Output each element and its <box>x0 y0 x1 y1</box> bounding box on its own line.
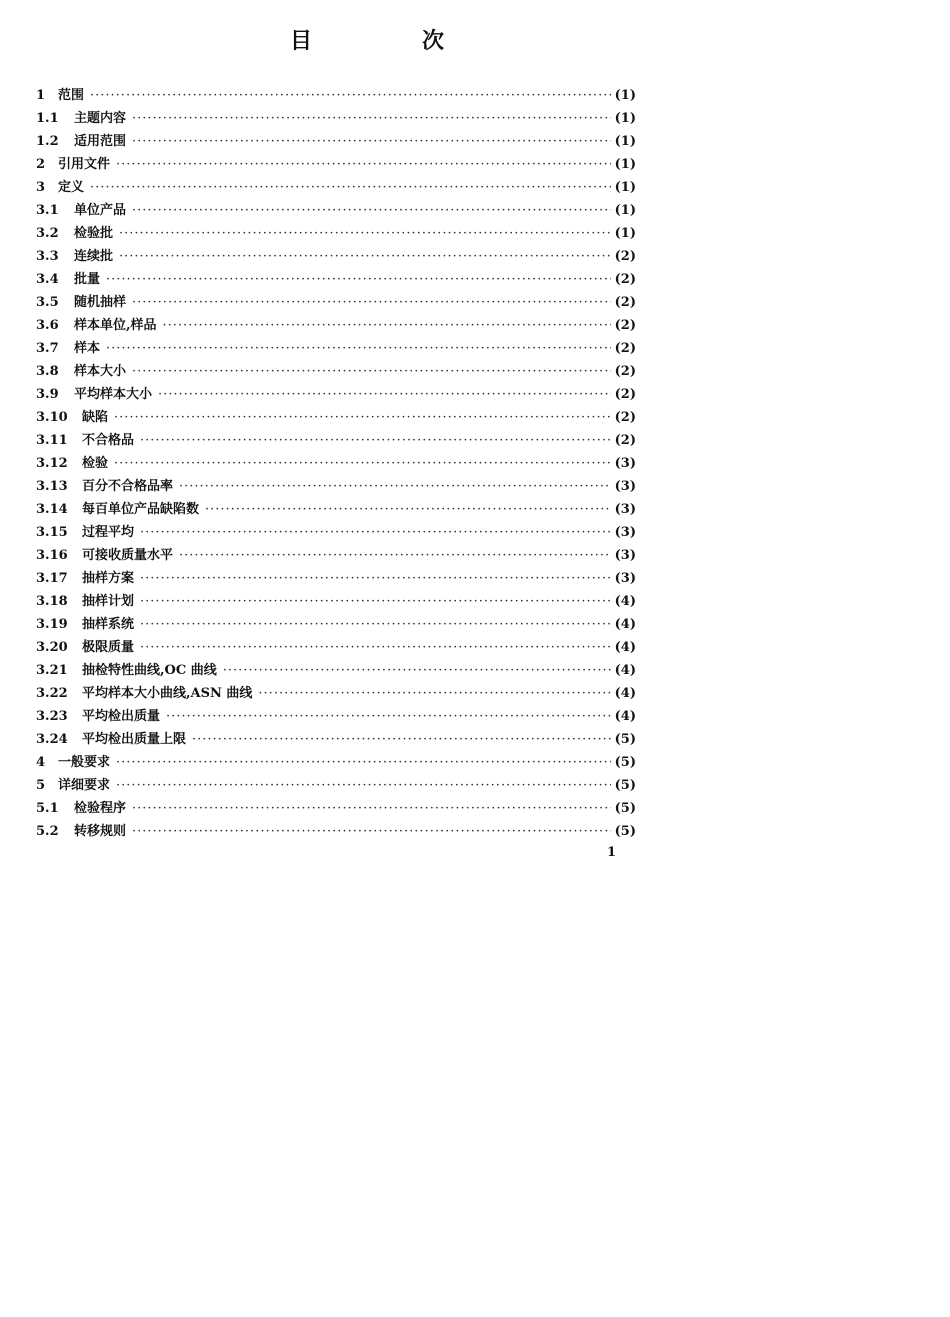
toc-entry-number: 5.2 <box>36 824 59 839</box>
toc-entry-page: (2) <box>614 410 636 425</box>
toc-leader-dots <box>132 360 611 383</box>
toc-entry-number: 3.13 <box>36 479 68 494</box>
toc-entry-number: 3.15 <box>36 525 68 540</box>
page-title: 目 次 <box>290 29 489 54</box>
toc-leader-dots <box>90 176 611 199</box>
toc-leader-dots <box>90 84 611 107</box>
toc-entry[interactable] <box>36 705 636 728</box>
toc-entry-number: 3.11 <box>36 433 68 448</box>
toc-entry-number: 3.10 <box>36 410 68 425</box>
toc-entry-number: 1.2 <box>36 134 59 149</box>
toc-leader-dots <box>158 383 611 406</box>
toc-entry-number: 3.23 <box>36 709 68 724</box>
toc-leader-dots <box>106 268 611 291</box>
toc-leader-dots <box>132 199 611 222</box>
toc-entry-page: (3) <box>614 571 636 586</box>
toc-entry-number: 3.14 <box>36 502 68 517</box>
toc-entry-number: 3.1 <box>36 203 59 218</box>
toc-leader-dots <box>223 659 611 682</box>
page-number: 1 <box>607 845 617 860</box>
toc-entry-label: 样本大小 <box>74 364 127 379</box>
toc-leader-dots <box>116 153 611 176</box>
toc-entry[interactable] <box>36 797 636 820</box>
toc-entry-page: (1) <box>614 157 636 172</box>
toc-entry-label: 过程平均 <box>82 525 135 540</box>
toc-entry-label: 抽样系统 <box>82 617 135 632</box>
toc-leader-dots <box>140 567 611 590</box>
toc-entry-page: (2) <box>614 387 636 402</box>
toc-leader-dots <box>140 521 611 544</box>
toc-leader-dots <box>119 222 611 245</box>
toc-entry-label: 随机抽样 <box>74 295 127 310</box>
toc-leader-dots <box>132 797 611 820</box>
toc-entry[interactable] <box>36 337 636 360</box>
toc-entry-label: 检验批 <box>74 226 114 241</box>
toc-entry-page: (4) <box>614 617 636 632</box>
toc-entry[interactable] <box>36 383 636 406</box>
toc-entry-page: (4) <box>614 663 636 678</box>
toc-entry-number: 2 <box>36 157 46 172</box>
toc-entry-page: (5) <box>614 755 636 770</box>
toc-entry[interactable] <box>36 360 636 383</box>
toc-leader-dots <box>205 498 611 521</box>
toc-entry-number: 3.2 <box>36 226 59 241</box>
toc-entry-label: 平均检出质量 <box>82 709 161 724</box>
toc-entry-page: (1) <box>614 88 636 103</box>
toc-entry-number: 3.20 <box>36 640 68 655</box>
toc-leader-dots <box>140 590 611 613</box>
toc-entry-page: (3) <box>614 502 636 517</box>
toc-entry-page: (4) <box>614 594 636 609</box>
toc-leader-dots <box>163 314 611 337</box>
toc-entry-number: 3.16 <box>36 548 68 563</box>
toc-entry-number: 3.8 <box>36 364 59 379</box>
toc-entry[interactable] <box>36 475 636 498</box>
toc-entry-number: 4 <box>36 755 46 770</box>
toc-entry-page: (4) <box>614 686 636 701</box>
toc-leader-dots <box>140 429 611 452</box>
toc-entry-label: 抽样计划 <box>82 594 135 609</box>
toc-entry-page: (2) <box>614 295 636 310</box>
toc-entry-page: (1) <box>614 111 636 126</box>
toc-entry[interactable] <box>36 590 636 613</box>
toc-leader-dots <box>116 774 611 797</box>
toc-entry[interactable] <box>36 314 636 337</box>
toc-entry[interactable] <box>36 245 636 268</box>
toc-entry[interactable] <box>36 107 636 130</box>
toc-entry-label: 检验程序 <box>74 801 127 816</box>
toc-entry-page: (3) <box>614 525 636 540</box>
toc-entry-page: (3) <box>614 456 636 471</box>
toc-entry-label: 范围 <box>58 88 85 103</box>
toc-entry-page: (4) <box>614 640 636 655</box>
toc-entry-number: 3.21 <box>36 663 68 678</box>
toc-entry-label: 一般要求 <box>58 755 111 770</box>
toc-entry-label: 定义 <box>58 180 85 195</box>
toc-leader-dots <box>258 682 610 705</box>
toc-entry[interactable] <box>36 452 636 475</box>
toc-entry-page: (2) <box>614 249 636 264</box>
toc-entry-label: 每百单位产品缺陷数 <box>82 502 200 517</box>
toc-leader-dots <box>116 751 611 774</box>
toc-entry[interactable] <box>36 774 636 797</box>
toc-leader-dots <box>140 613 611 636</box>
toc-entry-label: 单位产品 <box>74 203 127 218</box>
toc-entry-page: (2) <box>614 272 636 287</box>
toc-leader-dots <box>132 820 611 843</box>
toc-entry-page: (1) <box>614 180 636 195</box>
toc-entry[interactable] <box>36 613 636 636</box>
toc-entry-number: 3.18 <box>36 594 68 609</box>
toc-entry-page: (3) <box>614 548 636 563</box>
toc-leader-dots <box>106 337 611 360</box>
toc-leader-dots <box>119 245 611 268</box>
toc-entry[interactable] <box>36 222 636 245</box>
table-of-contents <box>36 84 636 843</box>
toc-entry[interactable] <box>36 429 636 452</box>
toc-entry-number: 3.17 <box>36 571 68 586</box>
toc-entry-page: (2) <box>614 341 636 356</box>
toc-entry[interactable] <box>36 153 636 176</box>
toc-entry-label: 样本 <box>74 341 101 356</box>
toc-entry[interactable] <box>36 268 636 291</box>
toc-entry-page: (1) <box>614 226 636 241</box>
toc-leader-dots <box>132 107 611 130</box>
toc-entry-number: 3.3 <box>36 249 59 264</box>
toc-entry-page: (2) <box>614 318 636 333</box>
toc-entry-number: 3.19 <box>36 617 68 632</box>
toc-entry-label: 极限质量 <box>82 640 135 655</box>
toc-entry-page: (5) <box>614 778 636 793</box>
toc-entry[interactable] <box>36 521 636 544</box>
toc-entry-label: 平均样本大小曲线,ASN 曲线 <box>82 686 253 701</box>
toc-entry-number: 3.22 <box>36 686 68 701</box>
toc-entry-number: 3.4 <box>36 272 59 287</box>
toc-leader-dots <box>114 452 611 475</box>
toc-entry-number: 3.5 <box>36 295 59 310</box>
toc-entry-label: 适用范围 <box>74 134 127 149</box>
toc-entry-label: 平均样本大小 <box>74 387 153 402</box>
toc-entry[interactable] <box>36 130 636 153</box>
toc-entry[interactable] <box>36 176 636 199</box>
toc-entry[interactable] <box>36 84 636 107</box>
toc-entry-number: 3.12 <box>36 456 68 471</box>
toc-leader-dots <box>179 544 611 567</box>
toc-entry-label: 连续批 <box>74 249 114 264</box>
toc-entry-label: 可接收质量水平 <box>82 548 174 563</box>
toc-entry-page: (2) <box>614 433 636 448</box>
toc-entry-label: 缺陷 <box>82 410 109 425</box>
toc-entry-number: 5 <box>36 778 46 793</box>
toc-entry-number: 3.9 <box>36 387 59 402</box>
toc-entry[interactable] <box>36 820 636 843</box>
toc-leader-dots <box>132 291 611 314</box>
toc-entry-number: 1 <box>36 88 46 103</box>
toc-entry-number: 5.1 <box>36 801 59 816</box>
toc-entry[interactable] <box>36 498 636 521</box>
toc-entry-number: 1.1 <box>36 111 59 126</box>
toc-entry-page: (5) <box>614 824 636 839</box>
toc-entry-label: 百分不合格品率 <box>82 479 174 494</box>
toc-entry-label: 平均检出质量上限 <box>82 732 187 747</box>
toc-entry[interactable] <box>36 659 636 682</box>
toc-entry-label: 检验 <box>82 456 109 471</box>
toc-entry-label: 引用文件 <box>58 157 111 172</box>
toc-entry[interactable] <box>36 728 636 751</box>
toc-entry-number: 3.6 <box>36 318 59 333</box>
toc-entry-page: (1) <box>614 203 636 218</box>
toc-entry-label: 抽检特性曲线,OC 曲线 <box>82 663 217 678</box>
toc-entry-label: 主题内容 <box>74 111 127 126</box>
toc-entry-label: 批量 <box>74 272 101 287</box>
toc-entry-page: (4) <box>614 709 636 724</box>
toc-entry-label: 详细要求 <box>58 778 111 793</box>
toc-entry-label: 不合格品 <box>82 433 135 448</box>
toc-entry-page: (2) <box>614 364 636 379</box>
toc-entry-label: 样本单位,样品 <box>74 318 157 333</box>
toc-entry[interactable] <box>36 567 636 590</box>
toc-leader-dots <box>179 475 611 498</box>
toc-entry-page: (3) <box>614 479 636 494</box>
toc-leader-dots <box>132 130 611 153</box>
toc-entry[interactable] <box>36 406 636 429</box>
toc-entry-page: (5) <box>614 732 636 747</box>
toc-entry[interactable] <box>36 636 636 659</box>
toc-entry-number: 3.7 <box>36 341 59 356</box>
toc-entry[interactable] <box>36 544 636 567</box>
toc-entry-label: 抽样方案 <box>82 571 135 586</box>
toc-leader-dots <box>166 705 611 728</box>
toc-entry-number: 3 <box>36 180 46 195</box>
toc-leader-dots <box>140 636 611 659</box>
toc-entry-label: 转移规则 <box>74 824 127 839</box>
toc-entry[interactable] <box>36 751 636 774</box>
toc-entry-page: (1) <box>614 134 636 149</box>
toc-entry-number: 3.24 <box>36 732 68 747</box>
toc-entry[interactable] <box>36 199 636 222</box>
toc-entry-page: (5) <box>614 801 636 816</box>
toc-leader-dots <box>114 406 611 429</box>
toc-entry[interactable] <box>36 682 636 705</box>
toc-leader-dots <box>192 728 611 751</box>
toc-entry[interactable] <box>36 291 636 314</box>
